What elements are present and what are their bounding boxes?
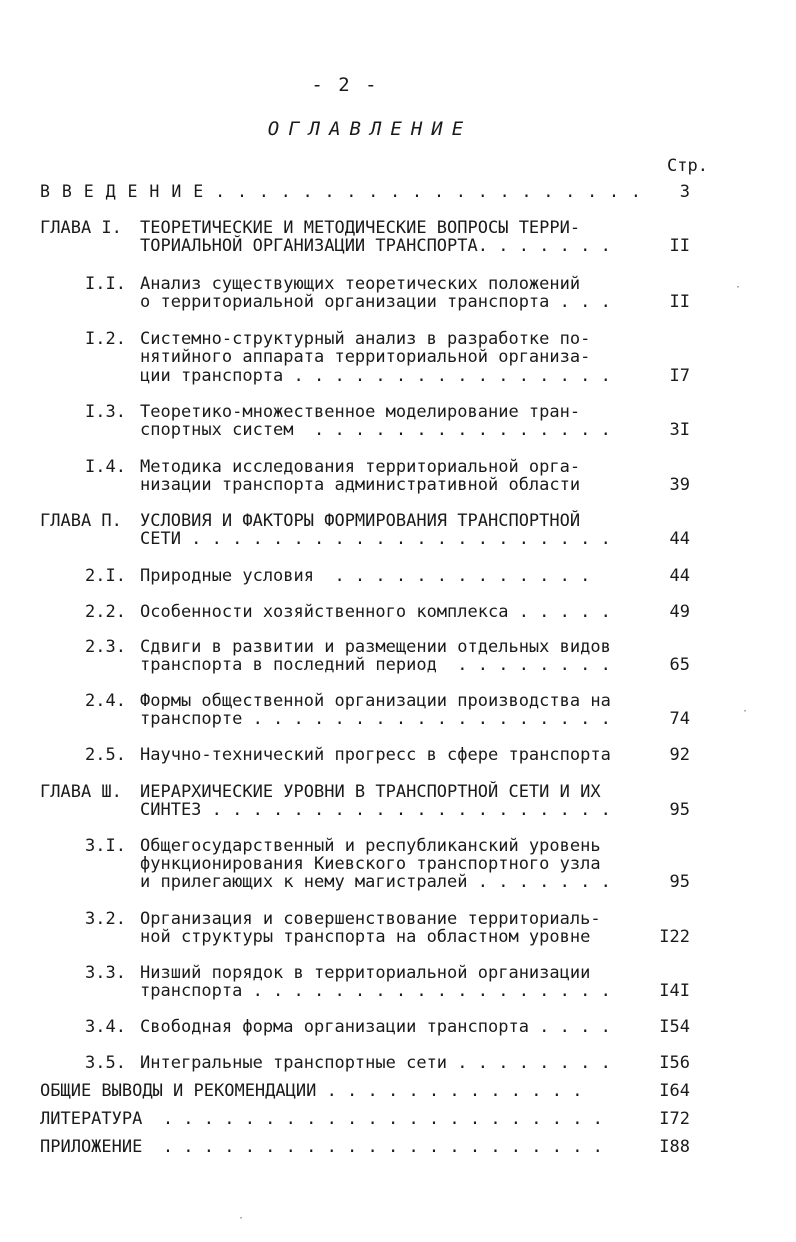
toc-entry-text: Интегральные транспортные сети . . . . . . . . (140, 1053, 611, 1073)
toc-page-number: I56 (659, 1053, 690, 1073)
toc-page-number: I7 (669, 366, 690, 386)
toc-entry-number: 3.4. (85, 1017, 126, 1037)
scan-speck: · (742, 706, 749, 717)
toc-entry-text: Особенности хозяйственного комплекса . . . . . (140, 602, 611, 622)
toc-entry-number: 2.5. (85, 745, 126, 765)
toc-page-number: 92 (669, 745, 690, 765)
page-column-label: Стр. (667, 156, 708, 176)
toc-page-number: 65 (669, 655, 690, 675)
toc-entry-text: СЕТИ . . . . . . . . . . . . . . . . . . . . . (140, 529, 611, 549)
toc-entry-text: Анализ существующих теоретических положений (140, 274, 581, 294)
toc-page-number: I64 (659, 1081, 690, 1101)
toc-page-number: 95 (669, 800, 690, 820)
toc-page-number: I88 (659, 1137, 690, 1157)
toc-entry-number: 3.5. (85, 1053, 126, 1073)
toc-entry-text: Методика исследования территориальной орга- (140, 457, 581, 477)
toc-entry-text: нятийного аппарата территориальной организа- (140, 347, 591, 367)
scan-speck: · (238, 1213, 245, 1224)
toc-entry-number: ГЛАВА I. (40, 218, 122, 238)
toc-entry-number: ГЛАВА Ш. (40, 782, 122, 802)
toc-page-number: I22 (659, 927, 690, 947)
toc-entry-text: низации транспорта административной области (140, 475, 581, 495)
toc-entry-text: ции транспорта . . . . . . . . . . . . . . . . (140, 366, 611, 386)
scan-speck: · (735, 282, 742, 293)
toc-page-number: 44 (669, 566, 690, 586)
toc-page-number: 44 (669, 529, 690, 549)
toc-page-number: 3I (669, 420, 690, 440)
toc-entry-text: Формы общественной организации производства на (140, 691, 611, 711)
toc-entry-text: В В Е Д Е Н И Е . . . . . . . . . . . . . . . . . . . . (40, 182, 642, 202)
toc-entry-text: транспорта . . . . . . . . . . . . . . . . . . (140, 981, 611, 1001)
toc-entry-number: 3.2. (85, 909, 126, 929)
toc-entry-text: Научно-технический прогресс в сфере транспорта (140, 745, 611, 765)
toc-entry-number: 2.2. (85, 602, 126, 622)
toc-entry-number: 2.I. (85, 566, 126, 586)
toc-page-number: 39 (669, 475, 690, 495)
toc-entry-text: ТЕОРЕТИЧЕСКИЕ И МЕТОДИЧЕСКИЕ ВОПРОСЫ ТЕРРИ- (140, 218, 581, 238)
toc-entry-text: УСЛОВИЯ И ФАКТОРЫ ФОРМИРОВАНИЯ ТРАНСПОРТНОЙ (140, 511, 581, 531)
toc-entry-text: Теоретико-множественное моделирование тран- (140, 402, 581, 422)
toc-entry-text: и прилегающих к нему магистралей . . . . . . . (140, 872, 611, 892)
toc-entry-text: ной структуры транспорта на областном уровне (140, 927, 591, 947)
toc-entry-text: транспорте . . . . . . . . . . . . . . . . . . (140, 709, 611, 729)
toc-entry-number: I.2. (85, 329, 126, 349)
toc-entry-number: 2.3. (85, 637, 126, 657)
toc-page-number: 95 (669, 872, 690, 892)
toc-entry-text: ПРИЛОЖЕНИЕ . . . . . . . . . . . . . . . . . . . . . . (40, 1137, 603, 1157)
page-title: ОГЛАВЛЕНИЕ (267, 118, 473, 140)
toc-entry-number: I.3. (85, 402, 126, 422)
page-number: - 2 - (311, 74, 379, 96)
toc-entry-number: 3.3. (85, 963, 126, 983)
toc-entry-text: Природные условия . . . . . . . . . . . . . (140, 566, 591, 586)
toc-entry-number: ГЛАВА П. (40, 511, 122, 531)
toc-entry-text: ТОРИАЛЬНОЙ ОРГАНИЗАЦИИ ТРАНСПОРТА. . . . . . . (140, 236, 611, 256)
toc-entry-number: I.I. (85, 274, 126, 294)
toc-entry-text: Свободная форма организации транспорта . . . . (140, 1017, 611, 1037)
toc-page-number: I4I (659, 981, 690, 1001)
toc-entry-text: Сдвиги в развитии и размещении отдельных видов (140, 637, 611, 657)
toc-entry-text: СИНТЕЗ . . . . . . . . . . . . . . . . . . . . (140, 800, 611, 820)
toc-entry-text: Организация и совершенствование территориаль- (140, 909, 601, 929)
toc-entry-text: ИЕРАРХИЧЕСКИЕ УРОВНИ В ТРАНСПОРТНОЙ СЕТИ И ИХ (140, 782, 601, 802)
toc-entry-text: ЛИТЕРАТУРА . . . . . . . . . . . . . . . . . . . . . . (40, 1109, 603, 1129)
toc-entry-text: Системно-структурный анализ в разработке по- (140, 329, 591, 349)
toc-entry-text: о территориальной организации транспорта . . . (140, 292, 611, 312)
toc-page-number: II (669, 292, 690, 312)
toc-page-number: 74 (669, 709, 690, 729)
toc-entry-text: Общегосударственный и республиканский уровень (140, 836, 601, 856)
toc-entry-text: ОБЩИЕ ВЫВОДЫ И РЕКОМЕНДАЦИИ . . . . . . . . . . . . . (40, 1081, 583, 1101)
toc-entry-text: спортных систем . . . . . . . . . . . . . . . (140, 420, 611, 440)
toc-page-number: 3 (679, 182, 690, 202)
toc-entry-text: Низший порядок в территориальной организации (140, 963, 591, 983)
toc-entry-number: 3.I. (85, 836, 126, 856)
toc-page-number: I72 (659, 1109, 690, 1129)
toc-entry-number: I.4. (85, 457, 126, 477)
toc-entry-number: 2.4. (85, 691, 126, 711)
toc-page-number: 49 (669, 602, 690, 622)
toc-page-number: II (669, 236, 690, 256)
toc-entry-text: функционирования Киевского транспортного узла (140, 854, 601, 874)
toc-entry-text: транспорта в последний период . . . . . . . . (140, 655, 611, 675)
toc-page-number: I54 (659, 1017, 690, 1037)
